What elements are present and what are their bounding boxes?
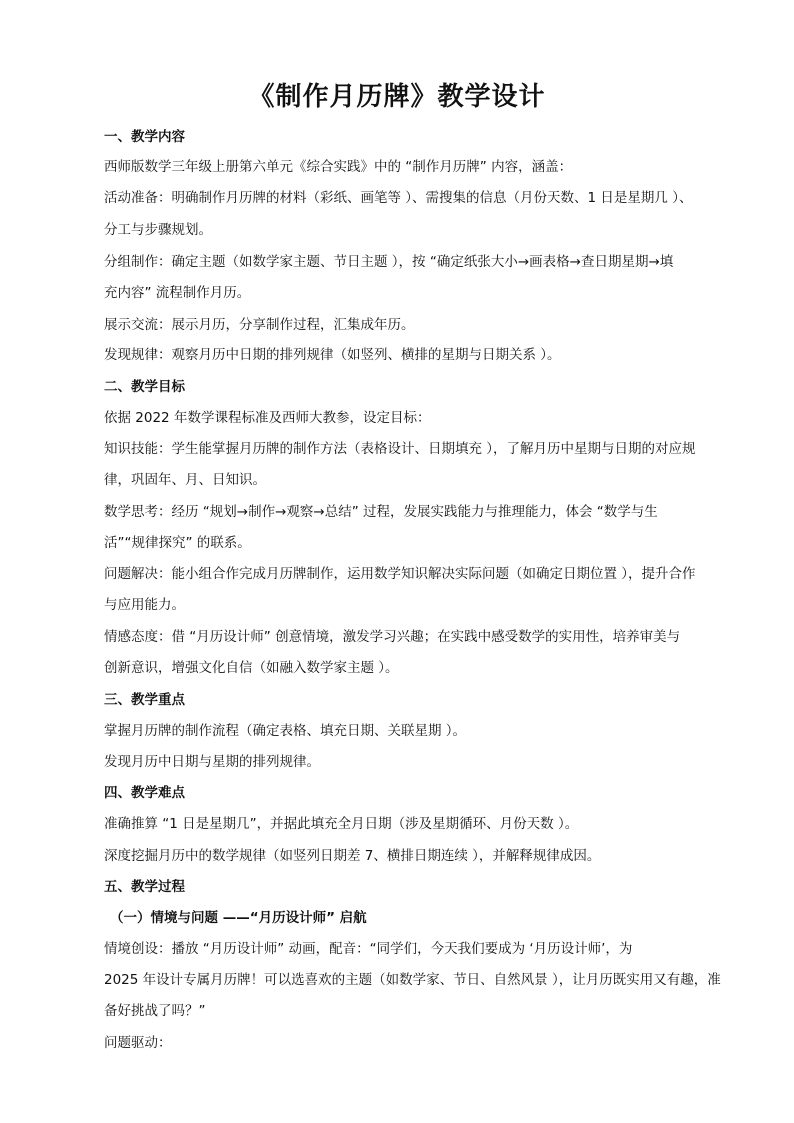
paragraph-line: 充内容” 流程制作月历。 — [104, 285, 251, 301]
section-heading-difficulties: 四、教学难点 — [104, 785, 185, 801]
paragraph-line: 发现规律：观察月历中日期的排列规律（如竖列、横排的星期与日期关系 ）。 — [104, 347, 561, 363]
paragraph-line: 情境创设：播放 “月历设计师” 动画，配音：“同学们，今天我们要成为 ‘月历设计师’，为 — [104, 941, 633, 957]
paragraph-line: 备好挑战了吗？” — [104, 1003, 206, 1019]
paragraph-line: 律，巩固年、月、日知识。 — [104, 472, 266, 488]
paragraph-line: 情感态度：借 “月历设计师” 创意情境，激发学习兴趣；在实践中感受数学的实用性，培养审美与 — [104, 629, 681, 645]
paragraph-line: 准确推算 “1 日是星期几”，并据此填充全月日期（涉及星期循环、月份天数 ）。 — [104, 816, 579, 832]
paragraph-line: 西师版数学三年级上册第六单元《综合实践》中的 “制作月历牌” 内容，涵盖： — [104, 159, 573, 175]
section-heading-goals: 二、教学目标 — [104, 379, 185, 395]
section-heading-content: 一、教学内容 — [104, 129, 185, 145]
paragraph-line: 问题驱动： — [104, 1035, 172, 1051]
paragraph-line: 问题解决：能小组合作完成月历牌制作，运用数学知识解决实际问题（如确定日期位置 ），提升合作 — [104, 566, 696, 582]
section-heading-process: 五、教学过程 — [104, 879, 185, 895]
paragraph-line: 活动准备：明确制作月历牌的材料（彩纸、画笔等 ）、需搜集的信息（月份天数、1 日是星期几 ）、 — [104, 190, 693, 206]
paragraph-line: 创新意识，增强文化自信（如融入数学家主题 ）。 — [104, 660, 399, 676]
paragraph-line: 展示交流：展示月历，分享制作过程，汇集成年历。 — [104, 317, 415, 333]
subsection-heading: （一）情境与问题 ——“月历设计师” 启航 — [110, 910, 367, 926]
paragraph-line: 与应用能力。 — [104, 597, 185, 613]
paragraph-line: 掌握月历牌的制作流程（确定表格、填充日期、关联星期 ）。 — [104, 723, 467, 739]
paragraph-line: 数学思考：经历 “规划→制作→观察→总结” 过程，发展实践能力与推理能力，体会 “数学与生 — [104, 504, 658, 520]
paragraph-line: 活”“规律探究” 的联系。 — [104, 535, 251, 551]
paragraph-line: 2025 年设计专属月历牌！可以选喜欢的主题（如数学家、节日、自然风景 ），让月历既实用又有趣，准 — [104, 972, 721, 988]
paragraph-line: 分工与步骤规划。 — [104, 222, 212, 238]
paragraph-line: 依据 2022 年数学课程标准及西师大教参，设定目标： — [104, 410, 431, 426]
document-title: 《制作月历牌》教学设计 — [248, 82, 546, 112]
paragraph-line: 深度挖掘月历中的数学规律（如竖列日期差 7、横排日期连续 ），并解释规律成因。 — [104, 848, 601, 864]
paragraph-line: 知识技能：学生能掌握月历牌的制作方法（表格设计、日期填充 ），了解月历中星期与日期的对应规 — [104, 441, 696, 457]
section-heading-key-points: 三、教学重点 — [104, 692, 185, 708]
paragraph-line: 分组制作：确定主题（如数学家主题、节日主题 ），按 “确定纸张大小→画表格→查日期星期→填 — [104, 254, 674, 270]
paragraph-line: 发现月历中日期与星期的排列规律。 — [104, 754, 320, 770]
